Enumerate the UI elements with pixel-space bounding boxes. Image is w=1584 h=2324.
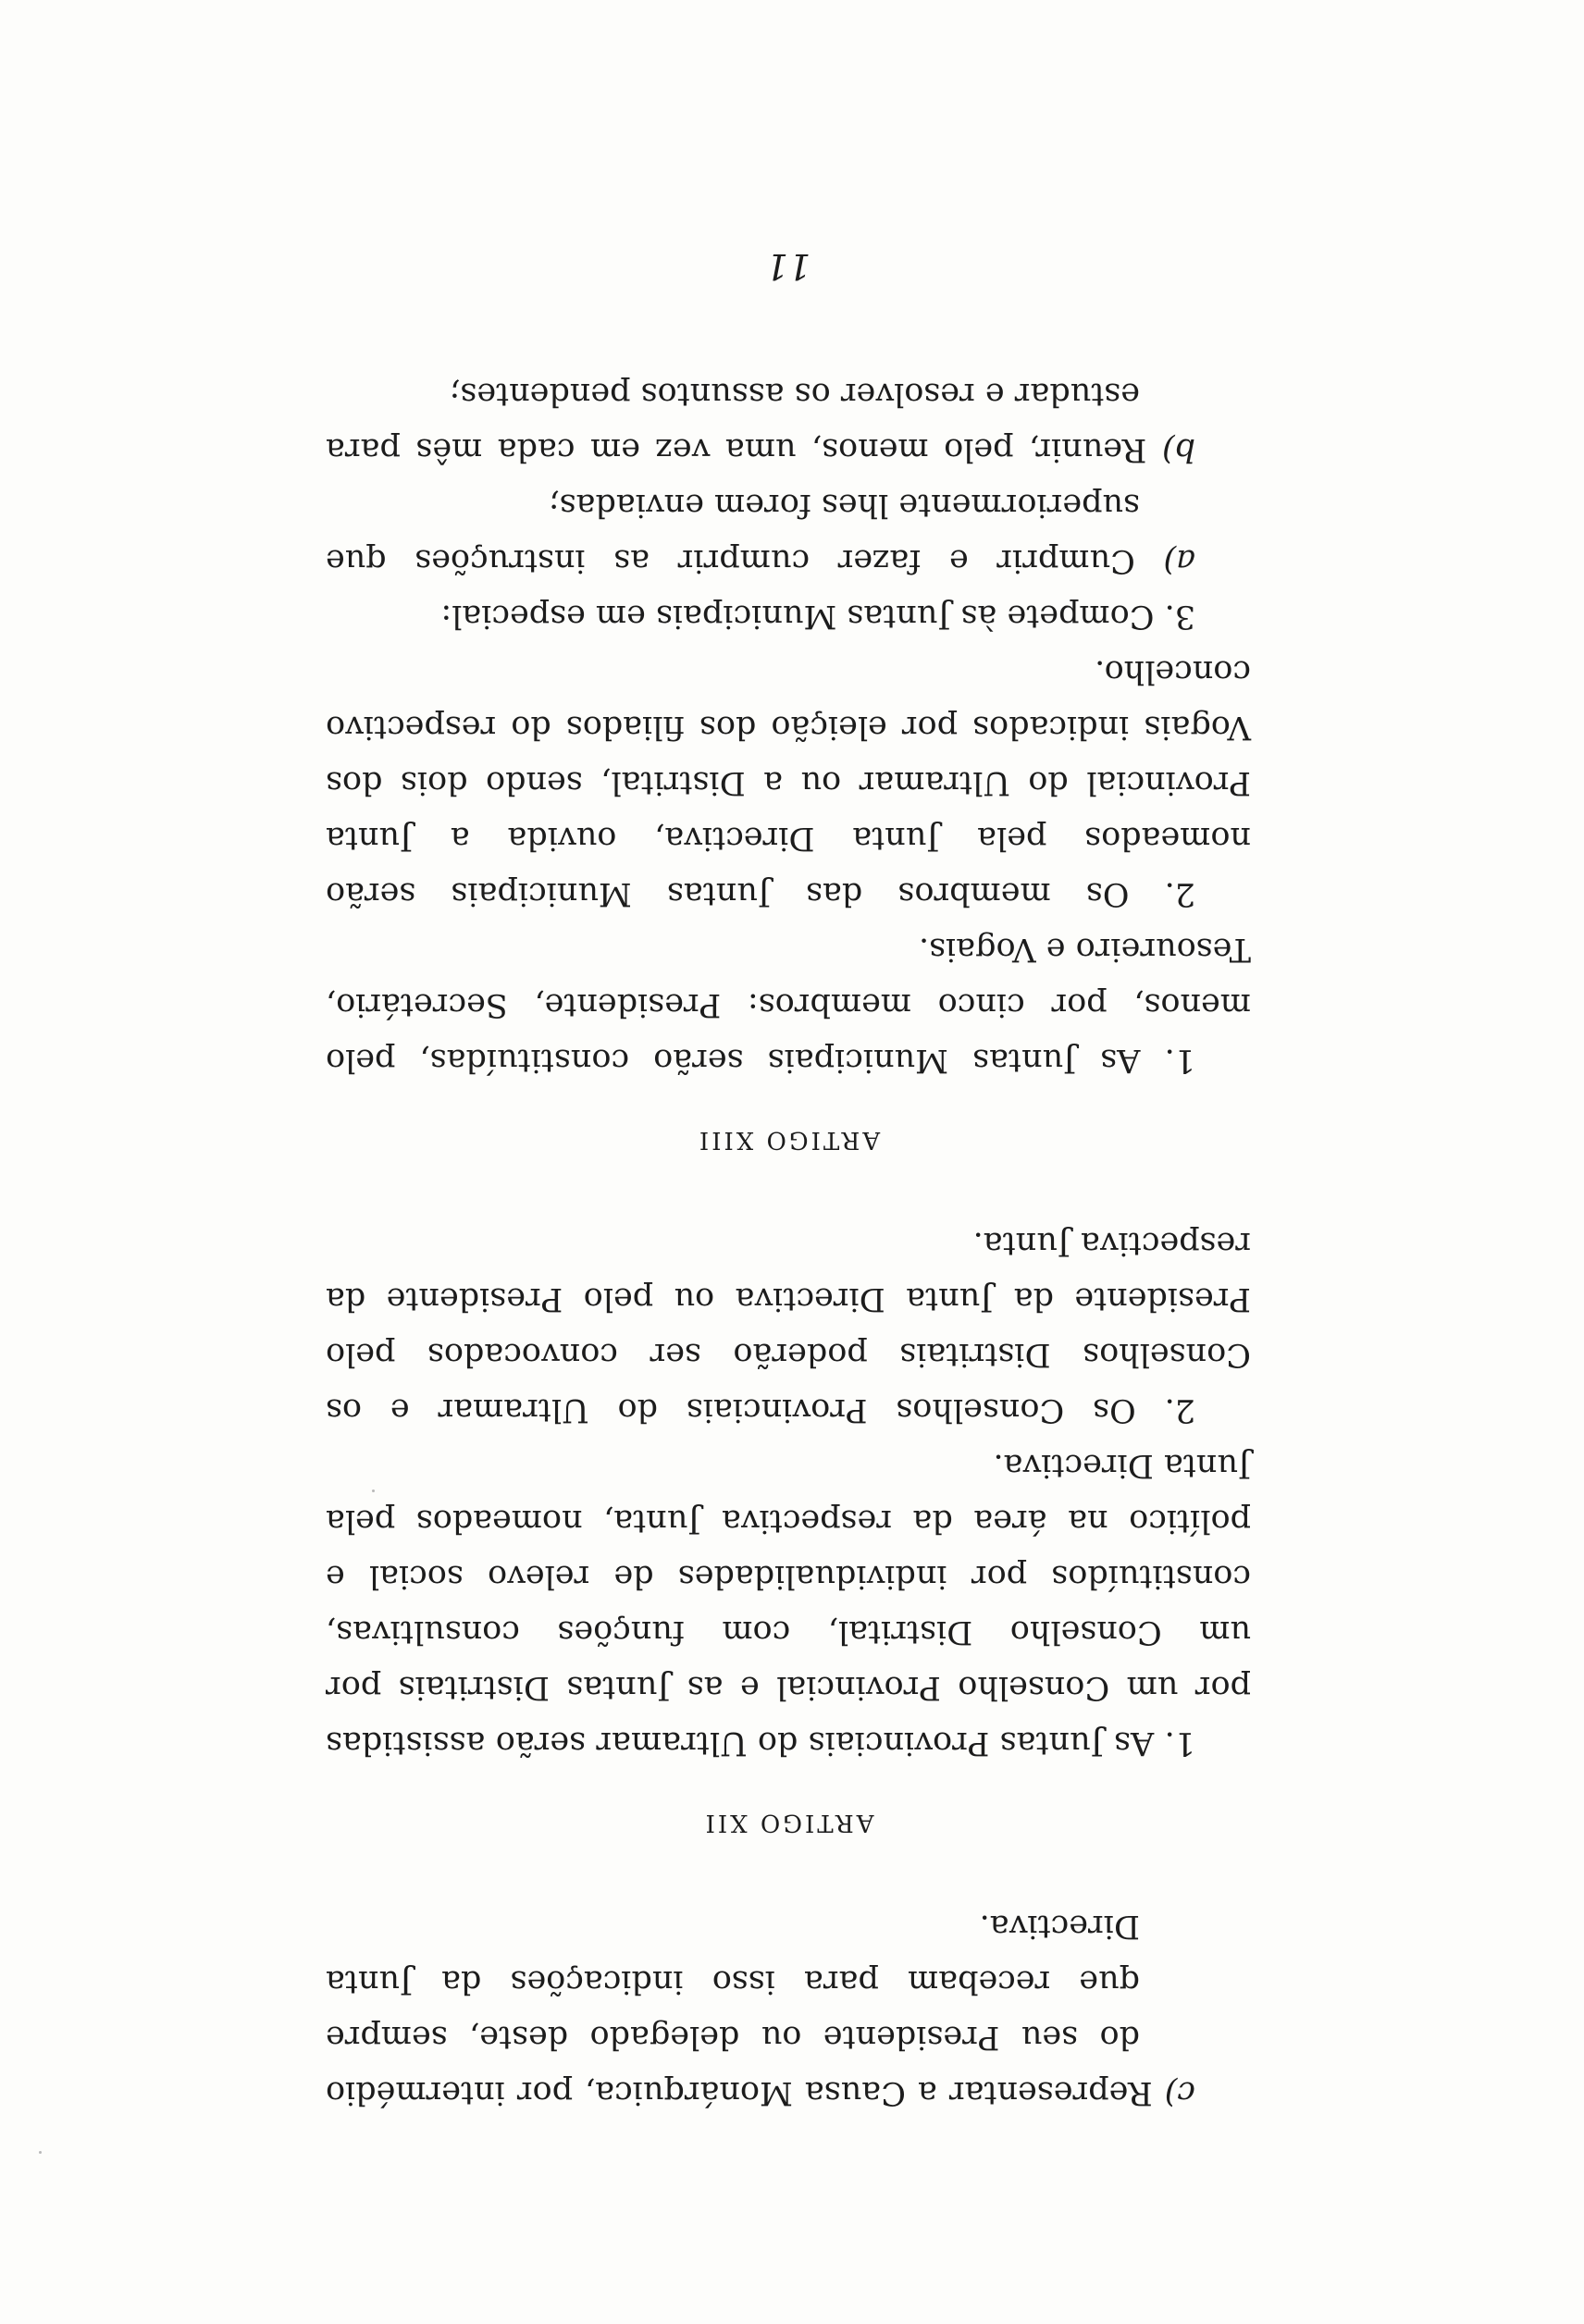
heading-artigo-xiii: ARTIGO XIII xyxy=(696,1126,881,1154)
heading-artigo-xii: ARTIGO XII xyxy=(702,1809,874,1836)
paragraph-xiii-1: 1. As Juntas Municipais serão constituídas, pelo menos, por cinco membros: Presidente, Secretário, Tesoureiro e Vogais. xyxy=(326,931,1251,1079)
item-text: Representar a Causa Monárquica, por intermédio do seu Presidente ou delegado deste, sempre que recebam para isso indicações da Junta Directiva. xyxy=(326,1908,1153,2111)
item-letter: b) xyxy=(1161,431,1195,468)
paragraph-xii-2: 2. Os Conselhos Provinciais do Ultramar e os Conselhos Distritais poderão ser convocados pelo Presidente da Junta Directiva ou pelo Presidente da respectiva Junta. xyxy=(326,1225,1251,1428)
item-a xyxy=(326,477,1195,588)
page-content xyxy=(326,246,1251,2120)
item-b xyxy=(326,366,1195,477)
paragraph-xii-1: 1. As Juntas Provinciais do Ultramar serão assistidas por um Conselho Provincial e as Juntas Distritais por um Conselho Distrital, com funções consultivas, constituídos por individualidades de relevo social e político na área da respectiva Junta, nomeados pela Junta Directiva. xyxy=(326,1447,1251,1762)
scan-speck xyxy=(372,1490,375,1492)
scan-speck xyxy=(39,2151,42,2154)
item-c xyxy=(326,1898,1195,2120)
paragraph-xiii-2: 2. Os membros das Juntas Municipais serão nomeados pela Junta Directiva, ouvida a Junta Provincial do Ultramar ou a Distrital, sendo dois dos Vogais indicados por eleição dos filiados do respectivo concelho. xyxy=(326,653,1251,912)
item-letter: c) xyxy=(1164,2074,1195,2111)
item-text: Cumprir e fazer cumprir as instruções que superiormente lhes forem enviadas; xyxy=(326,487,1140,579)
page-number: 11 xyxy=(765,246,811,287)
item-letter: a) xyxy=(1163,542,1195,579)
paragraph-xiii-3: 3. Compete às Juntas Municipais em especial: xyxy=(440,598,1195,635)
item-text: Reunir, pelo menos, uma vez em cada mês para estudar e resolver os assuntos pendentes; xyxy=(326,376,1147,468)
